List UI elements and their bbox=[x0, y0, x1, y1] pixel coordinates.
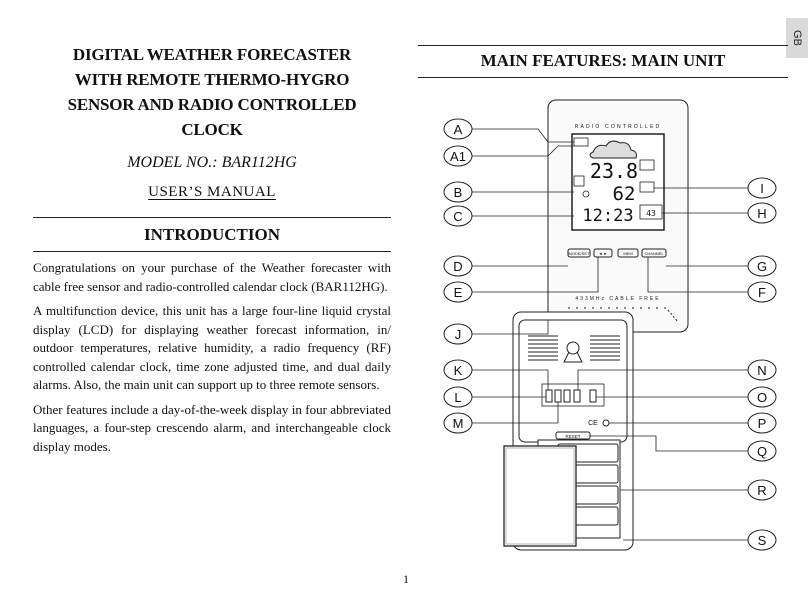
callout-m: M bbox=[452, 416, 464, 431]
callout-e: E bbox=[453, 285, 463, 300]
divider bbox=[418, 77, 788, 78]
model-number: MODEL NO.: BAR112HG bbox=[127, 154, 297, 171]
title-line: CLOCK bbox=[181, 120, 243, 139]
lcd-seconds: 43 bbox=[646, 209, 656, 218]
cable-free-label: 433MHz CABLE FREE bbox=[575, 296, 661, 302]
callout-g: G bbox=[756, 259, 768, 274]
diagram-svg bbox=[418, 90, 788, 560]
page-number: 1 bbox=[403, 572, 409, 586]
callout-r: R bbox=[757, 483, 767, 498]
lcd-temperature: 23.8 bbox=[589, 159, 639, 183]
title-line: DIGITAL WEATHER FORECASTER bbox=[72, 45, 352, 64]
callout-d: D bbox=[453, 259, 463, 274]
mem-button: MEM bbox=[623, 251, 633, 256]
back-unit bbox=[504, 312, 633, 550]
divider bbox=[33, 217, 391, 218]
arrow-button: ◄ ► bbox=[598, 251, 608, 256]
callout-b: B bbox=[453, 185, 463, 200]
title-line: SENSOR AND RADIO CONTROLLED bbox=[67, 95, 357, 114]
language-tab-label: GB bbox=[791, 30, 803, 46]
divider bbox=[418, 45, 788, 46]
callout-o: O bbox=[756, 390, 768, 405]
introduction-heading: INTRODUCTION bbox=[143, 225, 281, 244]
callout-a: A bbox=[453, 122, 463, 137]
divider bbox=[33, 251, 391, 252]
intro-paragraph: A multifunction device, this unit has a large four-line liquid crystal display (LCD) for displaying weather forecast information, in/ outdoor temperatures, relative humidity, a radio frequency (RF) controlled calendar clock, time zone adjusted time, and dual daily alarms. Also, the main unit can support up to three remote sensors. bbox=[33, 303, 391, 392]
callout-k: K bbox=[453, 363, 463, 378]
title-line: WITH REMOTE THERMO-HYGRO bbox=[74, 70, 350, 89]
callout-p: P bbox=[757, 416, 767, 431]
left-column bbox=[33, 42, 391, 462]
callout-n: N bbox=[757, 363, 767, 378]
callout-a1: A1 bbox=[450, 149, 466, 164]
ce-mark: CE bbox=[588, 420, 598, 427]
lcd-clock: 12:23 bbox=[582, 206, 634, 226]
callout-j: J bbox=[454, 327, 462, 342]
radio-controlled-label: RADIO CONTROLLED bbox=[574, 124, 662, 130]
users-manual-label: USER’S MANUAL bbox=[148, 184, 276, 200]
callout-q: Q bbox=[756, 444, 768, 459]
callout-c: C bbox=[453, 209, 463, 224]
callout-h: H bbox=[757, 206, 767, 221]
callout-f: F bbox=[758, 285, 766, 300]
callout-i: I bbox=[760, 181, 764, 196]
intro-paragraph: Other features include a day-of-the-week display in four abbreviated languages, a four-step crescendo alarm, and interchangeable clock display modes. bbox=[33, 401, 391, 454]
callout-s: S bbox=[757, 533, 767, 548]
document-title bbox=[33, 42, 391, 142]
intro-paragraph: Congratulations on your purchase of the Weather forecaster with cable free sensor and radio-controlled calendar clock (BAR112HG). bbox=[33, 260, 391, 294]
language-tab bbox=[786, 18, 808, 58]
mode-set-button: MODE/SET bbox=[568, 251, 590, 256]
reset-label: RESET bbox=[565, 434, 581, 439]
callout-l: L bbox=[454, 390, 462, 405]
main-unit-diagram bbox=[418, 90, 788, 560]
channel-button: CHANNEL bbox=[644, 251, 664, 256]
lcd-humidity: 62 bbox=[612, 183, 636, 205]
main-features-heading: MAIN FEATURES: MAIN UNIT bbox=[480, 51, 726, 70]
